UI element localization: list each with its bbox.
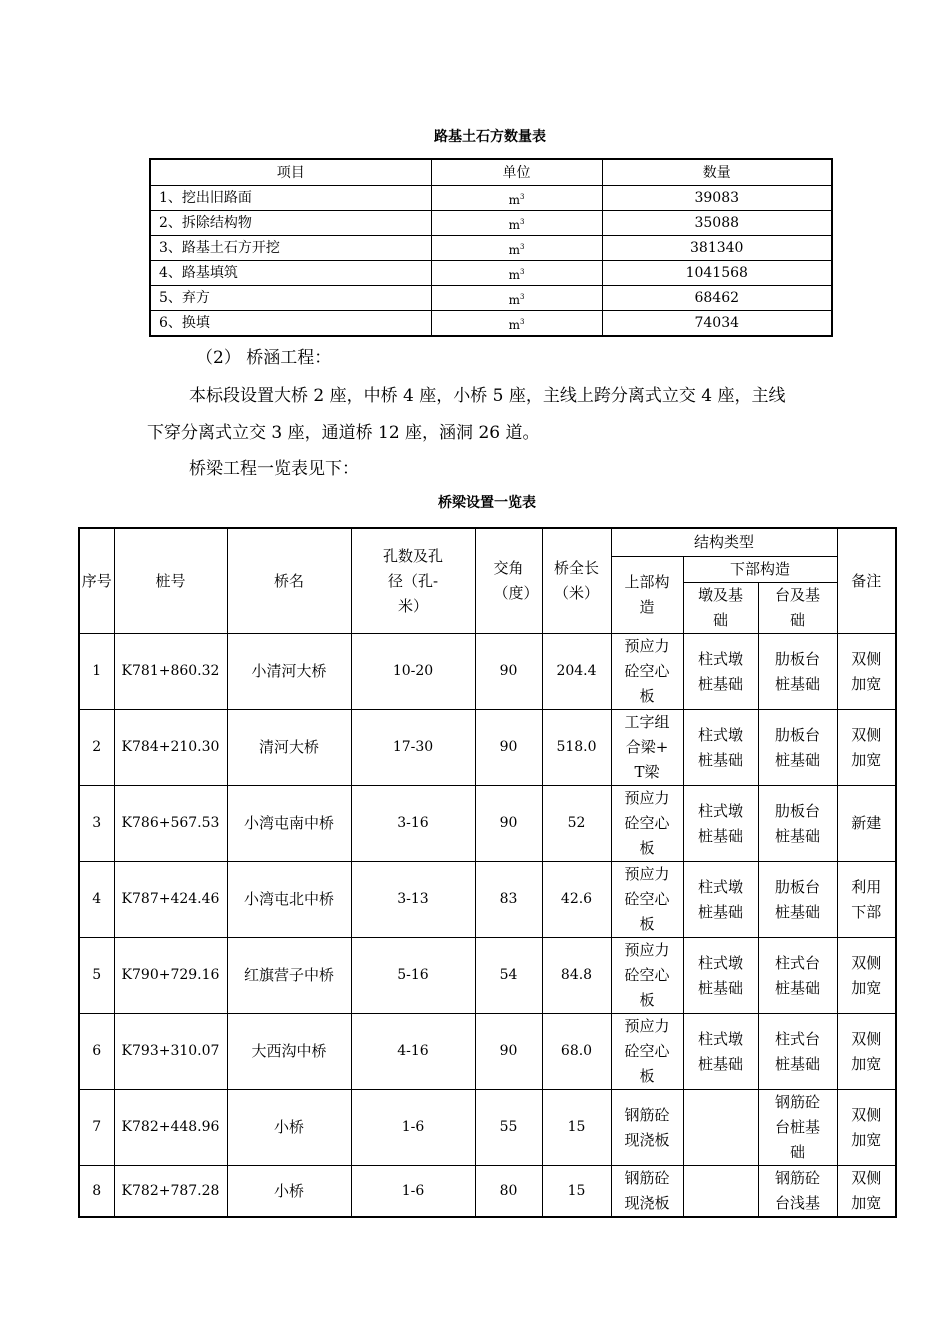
abutment-cell: 钢筋砼台桩基础 <box>758 1090 837 1166</box>
seq-cell: 2 <box>79 710 114 786</box>
item-cell: 3、路基土石方开挖 <box>150 236 431 261</box>
length-cell: 42.6 <box>542 862 611 938</box>
bridge-name-cell: 小桥 <box>227 1090 351 1166</box>
remark-cell: 双侧加宽 <box>837 1166 896 1218</box>
header-pier: 墩及基础 <box>683 583 758 634</box>
length-cell: 68.0 <box>542 1014 611 1090</box>
upper-structure-cell: 预应力砼空心板 <box>611 634 683 710</box>
quantity-cell: 74034 <box>602 311 832 337</box>
header-lower: 下部构造 <box>683 557 837 583</box>
bridge-name-cell: 小湾屯南中桥 <box>227 786 351 862</box>
table-row <box>150 186 832 211</box>
bridge-name-cell: 清河大桥 <box>227 710 351 786</box>
upper-structure-cell: 预应力砼空心板 <box>611 786 683 862</box>
table-row <box>150 286 832 311</box>
header-remark: 备注 <box>837 528 896 634</box>
bridge-name-cell: 小桥 <box>227 1166 351 1218</box>
spans-cell: 1-6 <box>351 1090 475 1166</box>
remark-cell: 双侧加宽 <box>837 710 896 786</box>
bridge-name-cell: 小湾屯北中桥 <box>227 862 351 938</box>
paragraph-line: 下穿分离式立交 3 座，通道桥 12 座，涵洞 26 道。 <box>147 423 540 443</box>
table-row <box>79 786 896 862</box>
angle-cell: 83 <box>475 862 542 938</box>
table-intro: 桥梁工程一览表见下： <box>189 459 359 479</box>
length-cell: 15 <box>542 1166 611 1218</box>
spans-cell: 3-13 <box>351 862 475 938</box>
station-cell: K793+310.07 <box>114 1014 227 1090</box>
section-heading: （2） 桥涵工程： <box>196 348 332 368</box>
header-structure: 结构类型 <box>611 528 837 557</box>
angle-cell: 90 <box>475 710 542 786</box>
table-row <box>79 710 896 786</box>
header-abutment: 台及基础 <box>758 583 837 634</box>
quantity-cell: 68462 <box>602 286 832 311</box>
pier-cell: 柱式墩桩基础 <box>683 710 758 786</box>
unit-cell: $m^3$ <box>431 236 602 261</box>
station-cell: K787+424.46 <box>114 862 227 938</box>
station-cell: K790+729.16 <box>114 938 227 1014</box>
unit-cell: $m^3$ <box>431 261 602 286</box>
upper-structure-cell: 钢筋砼现浇板 <box>611 1166 683 1218</box>
length-cell: 15 <box>542 1090 611 1166</box>
header-seq: 序号 <box>79 528 114 634</box>
upper-structure-cell: 钢筋砼现浇板 <box>611 1090 683 1166</box>
pier-cell <box>683 1166 758 1218</box>
table-row <box>79 1090 896 1166</box>
spans-cell: 1-6 <box>351 1166 475 1218</box>
header-name: 桥名 <box>227 528 351 634</box>
abutment-cell: 钢筋砼台浅基 <box>758 1166 837 1218</box>
item-cell: 5、弃方 <box>150 286 431 311</box>
angle-cell: 90 <box>475 634 542 710</box>
length-cell: 84.8 <box>542 938 611 1014</box>
seq-cell: 4 <box>79 862 114 938</box>
unit-cell: $m^3$ <box>431 211 602 236</box>
pier-cell <box>683 1090 758 1166</box>
length-cell: 52 <box>542 786 611 862</box>
upper-structure-cell: 预应力砼空心板 <box>611 862 683 938</box>
remark-cell: 双侧加宽 <box>837 938 896 1014</box>
unit-cell: $m^3$ <box>431 311 602 337</box>
table-row <box>79 938 896 1014</box>
table-row <box>150 236 832 261</box>
angle-cell: 80 <box>475 1166 542 1218</box>
spans-cell: 10-20 <box>351 634 475 710</box>
upper-structure-cell: 预应力砼空心板 <box>611 938 683 1014</box>
pier-cell: 柱式墩桩基础 <box>683 786 758 862</box>
header-spans: 孔数及孔径（孔-米） <box>351 528 475 634</box>
unit-cell: $m^3$ <box>431 186 602 211</box>
station-cell: K782+448.96 <box>114 1090 227 1166</box>
abutment-cell: 肋板台桩基础 <box>758 862 837 938</box>
quantity-cell: 1041568 <box>602 261 832 286</box>
quantity-cell: 35088 <box>602 211 832 236</box>
table-row <box>150 211 832 236</box>
paragraph-line: 本标段设置大桥 2 座，中桥 4 座，小桥 5 座，主线上跨分离式立交 4 座，主线 <box>189 386 786 406</box>
header-angle: 交角（度） <box>475 528 542 634</box>
bridge-name-cell: 小清河大桥 <box>227 634 351 710</box>
seq-cell: 7 <box>79 1090 114 1166</box>
item-cell: 4、路基填筑 <box>150 261 431 286</box>
bridge-name-cell: 大西沟中桥 <box>227 1014 351 1090</box>
abutment-cell: 柱式台桩基础 <box>758 1014 837 1090</box>
bridge-table-title: 桥梁设置一览表 <box>438 495 536 511</box>
earthwork-table-title: 路基土石方数量表 <box>434 129 546 145</box>
seq-cell: 5 <box>79 938 114 1014</box>
item-cell: 6、换填 <box>150 311 431 337</box>
seq-cell: 6 <box>79 1014 114 1090</box>
table-row <box>79 862 896 938</box>
header-upper: 上部构造 <box>611 557 683 634</box>
pier-cell: 柱式墩桩基础 <box>683 862 758 938</box>
seq-cell: 8 <box>79 1166 114 1218</box>
angle-cell: 90 <box>475 786 542 862</box>
remark-cell: 双侧加宽 <box>837 1014 896 1090</box>
angle-cell: 90 <box>475 1014 542 1090</box>
spans-cell: 3-16 <box>351 786 475 862</box>
seq-cell: 1 <box>79 634 114 710</box>
spans-cell: 17-30 <box>351 710 475 786</box>
station-cell: K781+860.32 <box>114 634 227 710</box>
quantity-cell: 381340 <box>602 236 832 261</box>
table-row <box>79 634 896 710</box>
abutment-cell: 肋板台桩基础 <box>758 634 837 710</box>
item-cell: 1、挖出旧路面 <box>150 186 431 211</box>
item-cell: 2、拆除结构物 <box>150 211 431 236</box>
bridge-name-cell: 红旗营子中桥 <box>227 938 351 1014</box>
table-header-row <box>79 528 896 557</box>
spans-cell: 5-16 <box>351 938 475 1014</box>
table-header-row <box>150 159 832 186</box>
quantity-cell: 39083 <box>602 186 832 211</box>
unit-cell: $m^3$ <box>431 286 602 311</box>
upper-structure-cell: 工字组合梁+T梁 <box>611 710 683 786</box>
seq-cell: 3 <box>79 786 114 862</box>
header-station: 桩号 <box>114 528 227 634</box>
earthwork-table <box>149 158 833 337</box>
spans-cell: 4-16 <box>351 1014 475 1090</box>
bridge-table <box>78 527 897 1218</box>
angle-cell: 55 <box>475 1090 542 1166</box>
table-row <box>79 1166 896 1218</box>
remark-cell: 双侧加宽 <box>837 634 896 710</box>
pier-cell: 柱式墩桩基础 <box>683 938 758 1014</box>
pier-cell: 柱式墩桩基础 <box>683 634 758 710</box>
upper-structure-cell: 预应力砼空心板 <box>611 1014 683 1090</box>
table-row <box>79 1014 896 1090</box>
station-cell: K784+210.30 <box>114 710 227 786</box>
header-length: 桥全长（米） <box>542 528 611 634</box>
abutment-cell: 柱式台桩基础 <box>758 938 837 1014</box>
abutment-cell: 肋板台桩基础 <box>758 786 837 862</box>
station-cell: K782+787.28 <box>114 1166 227 1218</box>
remark-cell: 新建 <box>837 786 896 862</box>
abutment-cell: 肋板台桩基础 <box>758 710 837 786</box>
length-cell: 204.4 <box>542 634 611 710</box>
header-item: 项目 <box>150 159 431 186</box>
angle-cell: 54 <box>475 938 542 1014</box>
header-unit: 单位 <box>431 159 602 186</box>
table-row <box>150 311 832 337</box>
remark-cell: 双侧加宽 <box>837 1090 896 1166</box>
header-quantity: 数量 <box>602 159 832 186</box>
length-cell: 518.0 <box>542 710 611 786</box>
remark-cell: 利用下部 <box>837 862 896 938</box>
table-row <box>150 261 832 286</box>
station-cell: K786+567.53 <box>114 786 227 862</box>
pier-cell: 柱式墩桩基础 <box>683 1014 758 1090</box>
